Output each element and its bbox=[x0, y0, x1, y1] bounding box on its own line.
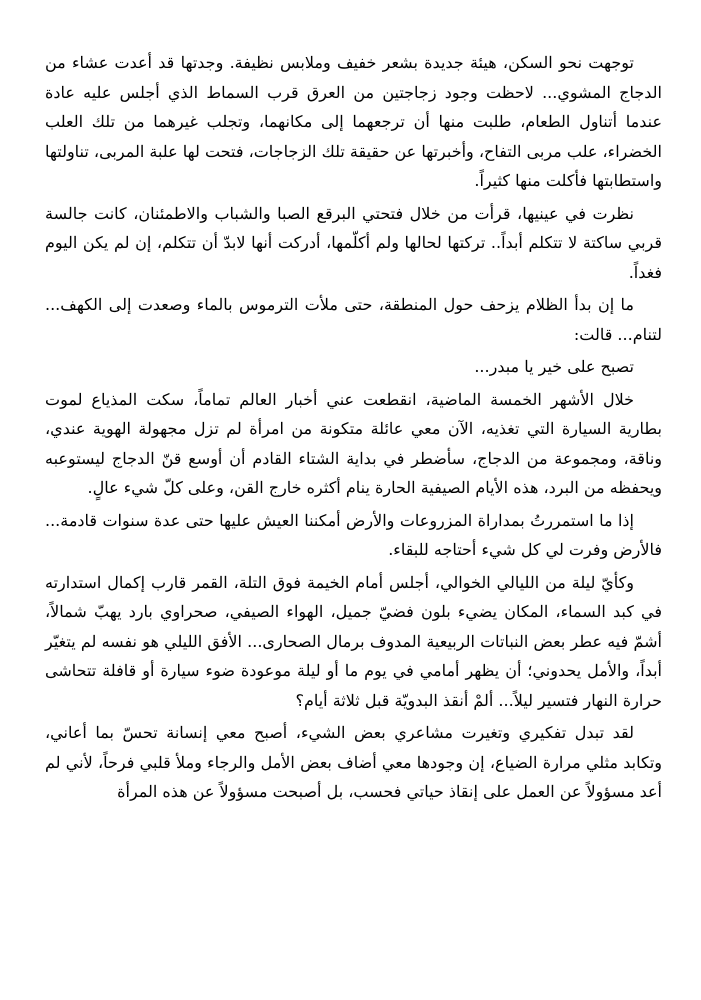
paragraph-4-dialogue: تصبح على خير يا مبدر... bbox=[474, 357, 634, 376]
paragraph-6: إذا ما استمررتُ بمداراة المزروعات والأرض أمكننا العيش عليها حتى عدة سنوات قادمة... فالأرض وفرت لي كل شيء أحتاجه للبقاء. bbox=[45, 510, 662, 559]
paragraph-3: ما إن بدأ الظلام يزحف حول المنطقة، حتى ملأت الترموس بالماء وصعدت إلى الكهف... لتنام... قالت: bbox=[45, 295, 662, 344]
paragraph-7: وكأيّ ليلة من الليالي الخوالي، أجلس أمام الخيمة فوق التلة، القمر قارب إكمال استدارته في كبد السماء، المكان يضيء بلون فضيّ جميل، الهواء الصيفي، صحراوي بارد يهبّ شمالاً، أشمّ فيه عطر بعض النباتات الربيعية المدوف برمال الصحارى... الأفق الليلي هو نفسه لم يتغيّر أبداً، والأمل يحدوني؛ أن يظهر أمامي في يوم ما أو ليلة موعودة ضوء سيارة أو قافلة تتحاشى حرارة النهار فتسير ليلاً... ألمْ أنقذ البدويّة قبل ثلاثة أيام؟ bbox=[45, 572, 662, 710]
paragraph-2: نظرت في عينيها، قرأت من خلال فتحتي البرقع الصبا والشباب والاطمئنان، كانت جالسة قربي ساكتة لا تتكلم أبداً.. تركتها لحالها ولم أكلّمها، أدركت أنها لابدّ أن تتكلم، إن لم يكن اليوم فغداً. bbox=[45, 203, 663, 282]
document-page bbox=[45, 48, 662, 807]
paragraph-1: توجهت نحو السكن، هيئة جديدة بشعر خفيف وملابس نظيفة. وجدتها قد أعدت عشاء من الدجاج المشوي... لاحظت وجود زجاجتين من العرق قرب السماط الذي أجلس عليه عادة عندما أتناول الطعام، طلبت منها أن ترجعهما إلى مكانهما، وتجلب غيرهما من تلك العلب الخضراء، علب مربى التفاح، وأخبرتها عن حقيقة تلك الزجاجات، فتحت لها علبة المربى، تناولتها واستطابتها فأكلت منها كثيراً. bbox=[45, 53, 662, 190]
paragraph-5: خلال الأشهر الخمسة الماضية، انقطعت عني أخبار العالم تماماً، سكت المذياع لموت بطارية السيارة التي تغذيه، الآن معي عائلة متكونة من امرأة لم تزل مجهولة الهوية عندي، وناقة، ومجموعة من الدجاج، سأضطر في بداية الشتاء القادم أن أوسع قنّ الدجاج ليستوعبه ويحفظه من البرد، هذه الأيام الصيفية الحارة ينام أكثره خارج القن، وعلى كلّ شيء عالٍ. bbox=[45, 389, 663, 497]
paragraph-8: لقد تبدل تفكيري وتغيرت مشاعري بعض الشيء، أصبح معي إنسانة تحسّ بما أعاني، وتكابد مثلي مرارة الضياع، إن وجودها معي أضاف بعض الأمل والرجاء وملأ قلبي فرحاً، لأني لم أعد مسؤولاً عن العمل على إنقاذ حياتي فحسب، بل أصبحت مسؤولاً عن هذه المرأة bbox=[45, 723, 663, 801]
